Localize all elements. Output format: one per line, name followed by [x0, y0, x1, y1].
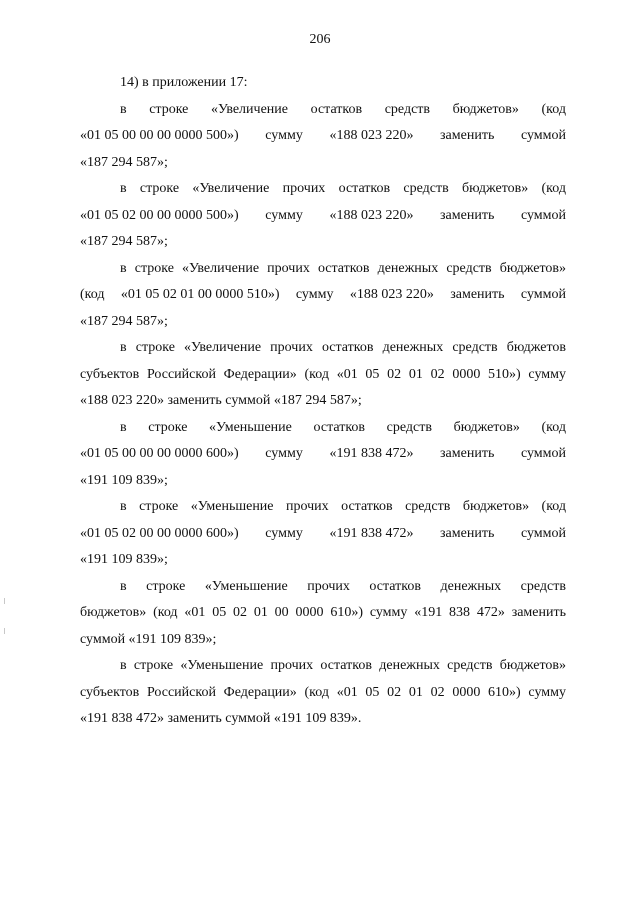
- text-segment: «01 05 02 00 00 0000 500»): [80, 207, 239, 223]
- text-segment: «188 023 220»: [329, 128, 414, 143]
- text-line: в строке «Увеличение прочих остатков денежных средств бюджетов: [120, 340, 566, 355]
- text-line: «187 294 587»;: [80, 234, 168, 249]
- text-segment: суммой: [520, 287, 566, 302]
- text-segment: средств: [386, 419, 432, 435]
- margin-mark: [4, 598, 5, 604]
- text-line: [80, 574, 566, 601]
- text-segment: «Уменьшение: [209, 419, 292, 435]
- text-segment: заменить: [450, 287, 505, 302]
- text-line: [80, 97, 566, 124]
- text-segment: (код: [541, 101, 566, 117]
- text-line: «191 109 839»;: [80, 552, 168, 567]
- amendment-paragraph: [80, 653, 566, 733]
- text-line: в строке «Увеличение прочих остатков средств бюджетов» (код: [120, 181, 566, 196]
- text-segment: средств: [520, 578, 566, 594]
- text-line: [80, 521, 566, 548]
- text-line: субъектов Российской Федерации» (код «01 05 02 01 02 0000 610») сумму: [80, 684, 566, 700]
- text-segment: строке: [148, 419, 188, 435]
- text-line: субъектов Российской Федерации» (код «01 05 02 01 02 0000 510») сумму: [80, 366, 566, 382]
- text-segment: бюджетов»: [452, 101, 519, 117]
- text-segment: заменить: [440, 128, 495, 143]
- section-heading: 14) в приложении 17:: [120, 75, 248, 90]
- text-line: «187 294 587»;: [80, 313, 168, 329]
- amendment-paragraph: [80, 335, 566, 415]
- text-segment: остатков: [310, 101, 363, 117]
- text-segment: средств: [384, 101, 431, 117]
- text-line: «191 838 472» заменить суммой «191 109 839».: [80, 711, 362, 726]
- text-segment: строке: [149, 101, 189, 117]
- text-segment: сумму: [295, 287, 334, 302]
- text-segment: «191 838 472»: [329, 525, 414, 541]
- text-segment: «01 05 00 00 00 0000 500»): [80, 128, 239, 143]
- text-segment: прочих: [307, 578, 350, 594]
- text-segment: «191 838 472»: [329, 446, 414, 461]
- text-segment: «188 023 220»: [349, 287, 434, 302]
- text-segment: сумму: [265, 128, 303, 143]
- text-line: в строке «Уменьшение прочих остатков средств бюджетов» (код: [120, 499, 566, 514]
- text-segment: остатков: [369, 578, 421, 594]
- text-line: «188 023 220» заменить суммой «187 294 587»;: [80, 393, 362, 408]
- text-line: [80, 441, 566, 468]
- text-segment: «01 05 02 00 00 0000 600»): [80, 525, 239, 541]
- text-line: [80, 203, 566, 230]
- text-segment: суммой: [520, 446, 566, 461]
- text-line: [80, 415, 566, 442]
- text-segment: сумму: [265, 446, 303, 461]
- text-segment: заменить: [440, 446, 495, 461]
- document-body: [80, 70, 566, 733]
- text-segment: в: [120, 419, 127, 435]
- amendment-paragraph: [80, 415, 566, 495]
- text-segment: в: [120, 578, 127, 594]
- text-line: [80, 123, 566, 150]
- text-segment: (код: [80, 287, 105, 302]
- amendment-paragraph: [80, 574, 566, 654]
- text-segment: остатков: [313, 419, 366, 435]
- amendment-paragraph: [80, 176, 566, 256]
- text-segment: заменить: [440, 207, 495, 223]
- amendment-paragraph: [80, 97, 566, 177]
- text-segment: «188 023 220»: [329, 207, 414, 223]
- text-line: «187 294 587»;: [80, 154, 168, 170]
- text-line: «191 109 839»;: [80, 472, 168, 488]
- text-line: [80, 282, 566, 309]
- text-segment: в: [120, 101, 127, 117]
- text-segment: денежных: [440, 578, 502, 594]
- text-line: суммой «191 109 839»;: [80, 631, 217, 647]
- text-segment: суммой: [520, 128, 566, 143]
- text-segment: суммой: [520, 525, 566, 541]
- margin-mark: [4, 628, 5, 634]
- text-segment: «01 05 00 00 00 0000 600»): [80, 446, 239, 461]
- text-line: бюджетов» (код «01 05 02 01 00 0000 610») сумму «191 838 472» заменить: [80, 605, 566, 620]
- text-segment: сумму: [265, 207, 303, 223]
- text-segment: заменить: [440, 525, 495, 541]
- text-segment: «Увеличение: [210, 101, 288, 117]
- text-segment: «Уменьшение: [204, 578, 288, 594]
- text-segment: сумму: [265, 525, 303, 541]
- text-segment: суммой: [520, 207, 566, 223]
- text-segment: (код: [541, 419, 566, 435]
- text-segment: бюджетов»: [453, 419, 520, 435]
- amendment-list: [80, 97, 566, 733]
- text-segment: «01 05 02 01 00 0000 510»): [120, 287, 280, 302]
- text-line: в строке «Увеличение прочих остатков денежных средств бюджетов»: [120, 260, 566, 276]
- page-number: 206: [309, 32, 331, 47]
- text-segment: строке: [146, 578, 186, 594]
- text-line: в строке «Уменьшение прочих остатков денежных средств бюджетов»: [120, 658, 566, 673]
- amendment-paragraph: [80, 256, 566, 336]
- amendment-paragraph: [80, 494, 566, 574]
